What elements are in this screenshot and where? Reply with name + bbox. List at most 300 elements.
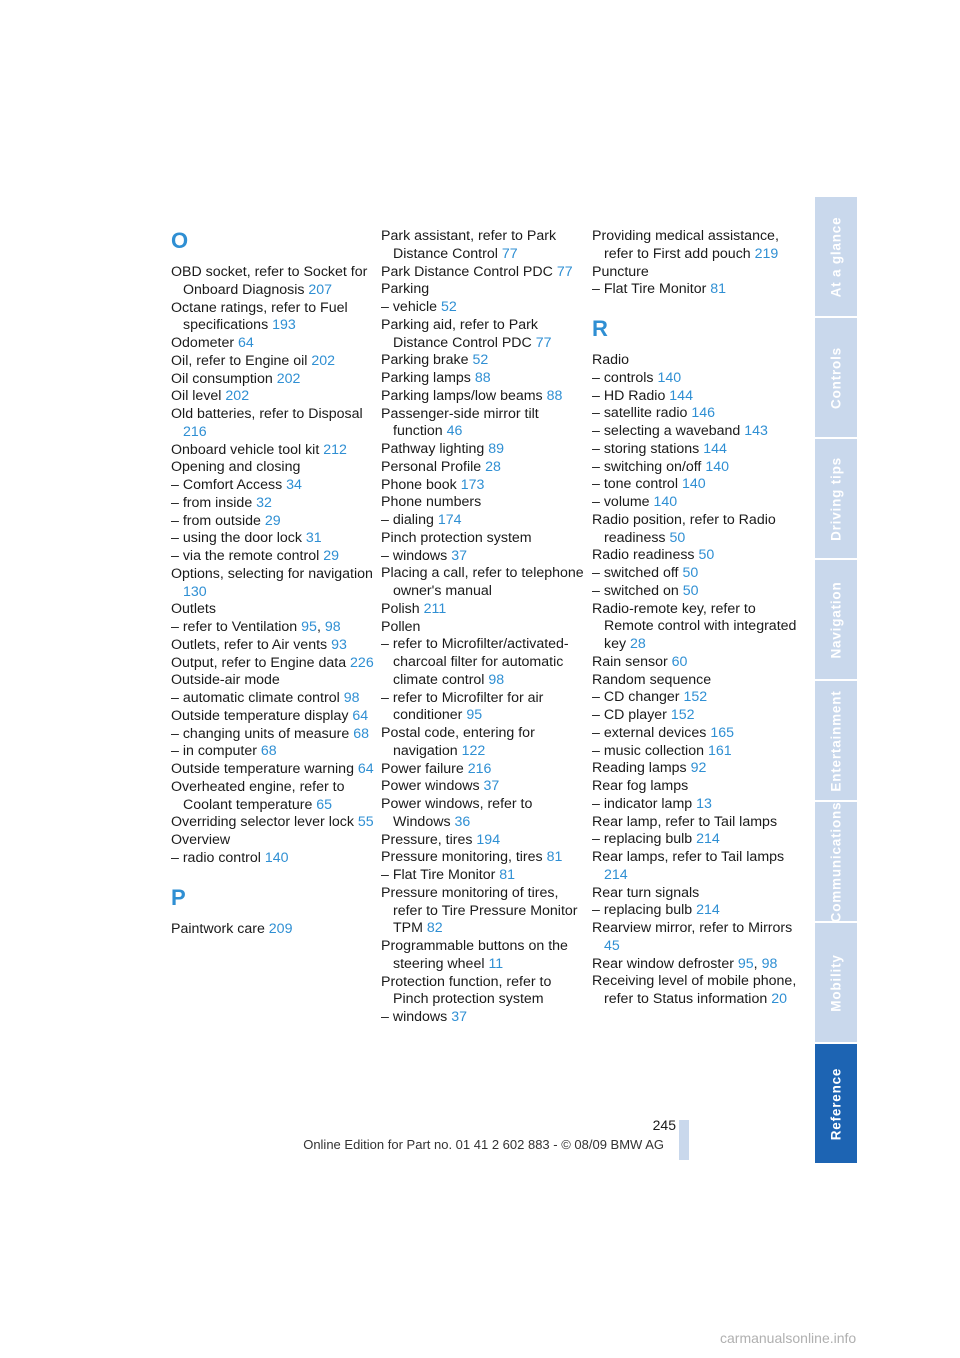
index-entry — [381, 974, 586, 1010]
page-reference-link[interactable]: 98 — [761, 955, 778, 972]
tab-navigation[interactable] — [815, 560, 857, 679]
page-reference-link[interactable]: 60 — [671, 653, 688, 670]
page-reference-link[interactable]: 46 — [446, 423, 463, 440]
index-entry-text: Puncture — [592, 263, 649, 280]
page-reference-link[interactable]: 226 — [350, 654, 374, 671]
tab-label: Mobility — [828, 953, 844, 1012]
tab-label: Driving tips — [828, 456, 844, 541]
index-letter-heading: P — [171, 884, 186, 910]
page-reference-link[interactable]: 219 — [754, 245, 779, 262]
index-entry — [381, 459, 586, 477]
page-reference-link[interactable]: 89 — [488, 441, 505, 457]
page-reference-link[interactable]: 140 — [264, 849, 289, 866]
index-entry-text: Pollen — [381, 618, 421, 635]
page-separator: , — [753, 955, 762, 972]
index-entry-text: Onboard vehicle tool kit — [171, 441, 320, 458]
index-entry — [592, 601, 797, 654]
index-entry-text: – in computer — [171, 743, 257, 760]
index-entry-text: Phone book — [381, 476, 457, 493]
page-reference-link[interactable]: 146 — [691, 405, 716, 422]
index-entry-text: – CD player — [592, 707, 667, 723]
index-entry — [592, 423, 797, 441]
tab-label: Entertainment — [828, 689, 844, 792]
index-entry-text: Pressure monitoring of tires, refer to Tire Pressure Monitor TPM — [381, 884, 578, 937]
page-reference-link[interactable]: 193 — [272, 317, 296, 334]
index-entry-text: Postal code, entering for navigation — [381, 725, 535, 759]
index-entry-text: – radio control — [171, 849, 261, 866]
page-reference-link[interactable]: 50 — [669, 529, 686, 546]
index-entry — [381, 867, 586, 885]
index-entry — [171, 779, 376, 815]
index-entry — [381, 849, 586, 867]
page-reference-link[interactable]: 29 — [323, 548, 339, 564]
index-entry-text: – storing stations — [592, 440, 700, 457]
index-entry-text: Rain sensor — [592, 653, 668, 670]
index-entry — [171, 832, 376, 850]
index-entry — [381, 441, 586, 459]
page-reference-link[interactable]: 122 — [461, 742, 486, 759]
page-reference-link[interactable]: 202 — [276, 370, 301, 387]
index-entry-text: Parking — [381, 281, 430, 298]
index-entry — [381, 778, 586, 796]
index-entry-text: – selecting a waveband — [592, 423, 741, 439]
index-entry — [381, 619, 586, 637]
page-reference-link[interactable]: 28 — [485, 458, 501, 475]
index-entry-text: Oil, refer to Engine oil — [171, 352, 308, 369]
page-reference-link[interactable]: 211 — [423, 600, 447, 617]
index-entry — [592, 796, 797, 814]
index-entry-text: – volume — [592, 494, 650, 510]
index-entry-text: – windows — [381, 547, 448, 564]
page-reference-link[interactable]: 50 — [682, 565, 699, 581]
index-entry-text: – refer to Ventilation — [171, 619, 298, 635]
index-column-3 — [592, 228, 797, 1009]
page-reference-link[interactable]: 140 — [653, 494, 678, 510]
index-entry — [592, 370, 797, 388]
index-entry — [171, 495, 376, 513]
page-reference-link[interactable]: 216 — [467, 760, 492, 777]
index-entry-text: Personal Profile — [381, 458, 482, 475]
index-entry — [171, 264, 376, 300]
page-reference-link[interactable]: 173 — [460, 476, 485, 493]
index-entry — [381, 530, 586, 548]
page-reference-link[interactable]: 140 — [705, 458, 729, 475]
index-entry — [592, 264, 797, 282]
index-entry-text: – refer to Microfilter/activated-charcoal filter for automatic climate control — [381, 636, 569, 688]
tab-driving-tips[interactable] — [815, 439, 857, 558]
index-entry-text: – HD Radio — [592, 387, 666, 404]
page-reference-link[interactable]: 37 — [451, 1009, 467, 1025]
index-entry-text: Pressure monitoring, tires — [381, 849, 543, 866]
index-entry-text: Placing a call, refer to telephone owner's manual — [381, 565, 584, 599]
index-entry-text: Polish — [381, 600, 420, 617]
index-entry — [592, 707, 797, 725]
index-entry — [381, 885, 586, 938]
page-reference-link[interactable]: 68 — [260, 743, 277, 760]
index-entry — [381, 601, 586, 619]
index-entry — [592, 902, 797, 920]
page-reference-link[interactable]: 64 — [357, 761, 374, 777]
page-reference-link[interactable]: 28 — [630, 636, 646, 652]
page-reference-link[interactable]: 45 — [604, 937, 620, 954]
index-entry-text: – switched off — [592, 565, 679, 581]
page-reference-link[interactable]: 212 — [323, 441, 347, 458]
page-reference-link[interactable]: 20 — [771, 991, 787, 1007]
tab-label: Controls — [828, 346, 844, 409]
index-entry-text: – controls — [592, 369, 654, 386]
index-entry — [381, 281, 586, 299]
index-entry — [171, 335, 376, 353]
index-entry — [592, 494, 797, 512]
index-entry-text: – refer to Microfilter for air conditioner — [381, 689, 544, 724]
index-entry-text: Outside temperature display — [171, 707, 349, 724]
page-reference-link[interactable]: 207 — [308, 281, 333, 298]
tab-communications[interactable] — [815, 802, 857, 921]
index-entry-text: Pathway lighting — [381, 441, 485, 457]
index-entry — [171, 850, 376, 868]
index-entry — [171, 690, 376, 708]
index-entry — [381, 317, 586, 353]
index-entry-text: Radio position, refer to Radio readiness — [592, 511, 776, 546]
index-entry — [592, 476, 797, 494]
page-reference-link[interactable]: 98 — [343, 690, 360, 706]
page-reference-link[interactable]: 209 — [268, 920, 293, 937]
page-reference-link[interactable]: 50 — [698, 547, 715, 564]
index-entry — [171, 726, 376, 744]
index-entry-text: Radio — [592, 352, 630, 368]
tab-label: Communications — [828, 801, 844, 922]
page-reference-link[interactable]: 88 — [474, 370, 491, 386]
page-reference-link[interactable]: 194 — [476, 831, 501, 848]
page-reference-link[interactable]: 29 — [264, 512, 281, 529]
index-entry-text: Overview — [171, 832, 231, 848]
index-entry — [381, 406, 586, 442]
index-entry-text: – indicator lamp — [592, 795, 693, 812]
page-reference-link[interactable]: 81 — [546, 849, 563, 866]
index-entry — [171, 619, 376, 637]
index-entry-text: Oil consumption — [171, 370, 273, 387]
index-entry-text: Passenger-side mirror tilt function — [381, 405, 539, 440]
index-entry-text: Rear lamps, refer to Tail lamps — [592, 849, 785, 865]
page-reference-link[interactable]: 88 — [546, 387, 563, 404]
index-entry-text: – CD changer — [592, 689, 680, 706]
index-entry — [592, 547, 797, 565]
index-entry — [381, 512, 586, 530]
index-entry — [381, 548, 586, 566]
index-entry-text: – Flat Tire Monitor — [592, 281, 707, 298]
page-reference-link[interactable]: 143 — [744, 423, 768, 439]
index-entry-text: – changing units of measure — [171, 725, 350, 742]
page-reference-link[interactable]: 152 — [670, 707, 695, 723]
index-entry-text: Rearview mirror, refer to Mirrors — [592, 920, 793, 936]
index-entry-text: – from outside — [171, 512, 261, 529]
index-entry-text: – Comfort Access — [171, 477, 283, 493]
index-entry-text: Park Distance Control PDC — [381, 263, 553, 280]
index-entry — [592, 565, 797, 583]
index-entry — [171, 442, 376, 460]
page-reference-link[interactable]: 174 — [437, 512, 462, 528]
index-entry-text: Parking lamps/low beams — [381, 387, 543, 404]
page-reference-link[interactable]: 98 — [324, 619, 341, 635]
page-reference-link[interactable]: 77 — [535, 334, 552, 351]
index-entry — [592, 760, 797, 778]
page-separator: , — [316, 619, 325, 635]
page-reference-link[interactable]: 37 — [451, 547, 467, 564]
tab-reference[interactable] — [815, 1044, 857, 1163]
page-reference-link[interactable]: 81 — [499, 867, 516, 883]
tab-label: Reference — [828, 1067, 844, 1140]
section-tabs — [815, 197, 857, 1165]
index-entry — [171, 672, 376, 690]
page-reference-link[interactable]: 161 — [707, 742, 732, 759]
page-reference-link[interactable]: 144 — [703, 440, 727, 457]
index-entry-text: Opening and closing — [171, 459, 301, 476]
page-reference-link[interactable]: 82 — [426, 920, 443, 937]
index-entry — [381, 1009, 586, 1027]
page-reference-link[interactable]: 11 — [488, 955, 504, 972]
page-reference-link[interactable]: 81 — [710, 281, 727, 298]
index-entry — [171, 371, 376, 389]
index-entry-text: Outside-air mode — [171, 672, 280, 689]
index-entry-text: – switched on — [592, 582, 679, 599]
index-entry-text: Pinch protection system — [381, 529, 532, 546]
index-entry — [171, 637, 376, 655]
page-reference-link[interactable]: 52 — [440, 299, 457, 315]
index-entry — [592, 885, 797, 903]
index-entry — [381, 228, 586, 264]
tab-at-a-glance[interactable] — [815, 197, 857, 316]
tab-mobility[interactable] — [815, 923, 857, 1042]
index-entry-text: Parking brake — [381, 352, 469, 369]
index-entry — [592, 441, 797, 459]
page-reference-link[interactable]: 92 — [690, 760, 707, 777]
index-entry — [381, 690, 586, 726]
index-entry — [171, 300, 376, 336]
page-reference-link[interactable]: 55 — [357, 814, 374, 831]
index-entry — [592, 725, 797, 743]
index-entry — [381, 352, 586, 370]
index-entry-text: Receiving level of mobile phone, refer to Status information — [592, 973, 797, 1007]
page-reference-link[interactable]: 140 — [657, 369, 682, 386]
page-reference-link[interactable]: 32 — [256, 494, 272, 511]
index-entry — [381, 477, 586, 495]
page-reference-link[interactable]: 50 — [682, 582, 699, 599]
page-reference-link[interactable]: 95 — [466, 707, 483, 724]
index-entry — [592, 778, 797, 796]
index-entry-text: Output, refer to Engine data — [171, 654, 347, 671]
index-entry — [592, 281, 797, 299]
page-reference-link[interactable]: 95 — [301, 619, 317, 635]
index-entry-text: Overheated engine, refer to Coolant temperature — [171, 778, 345, 813]
index-entry — [592, 920, 797, 956]
index-entry — [381, 761, 586, 779]
index-entry-text: – windows — [381, 1009, 448, 1025]
index-letter-heading: R — [592, 316, 608, 341]
page-reference-link[interactable]: 214 — [604, 866, 628, 883]
index-entry-text: Park assistant, refer to Park Distance Control — [381, 228, 557, 262]
index-entry-text: Options, selecting for navigation — [171, 565, 373, 582]
index-entry — [592, 405, 797, 423]
index-entry — [171, 459, 376, 477]
page-number: 245 — [652, 1117, 676, 1133]
page-reference-link[interactable]: 140 — [681, 476, 706, 493]
index-entry-text: Rear window defroster — [592, 955, 734, 972]
index-entry-text: Old batteries, refer to Disposal — [171, 406, 363, 422]
index-entry-text: Power failure — [381, 760, 464, 777]
page-reference-link[interactable]: 202 — [225, 388, 250, 405]
index-entry-text: Outlets — [171, 601, 216, 618]
index-entry — [592, 689, 797, 707]
index-entry-text: – satellite radio — [592, 405, 688, 422]
page-reference-link[interactable]: 36 — [454, 813, 471, 830]
index-entry — [381, 796, 586, 832]
index-entry — [592, 849, 797, 885]
index-entry-text: – replacing bulb — [592, 902, 693, 919]
index-entry — [592, 831, 797, 849]
index-entry-text: Radio readiness — [592, 547, 695, 564]
page-reference-link[interactable]: 64 — [352, 707, 369, 724]
watermark: carmanualsonline.info — [720, 1330, 857, 1346]
tab-label: Navigation — [828, 580, 844, 659]
index-entry — [592, 512, 797, 548]
index-entry-text: – music collection — [592, 742, 704, 759]
page-reference-link[interactable]: 37 — [483, 778, 500, 795]
page-reference-link[interactable]: 214 — [696, 831, 720, 848]
index-entry-text: Protection function, refer to Pinch protection system — [381, 973, 552, 1008]
index-entry — [592, 814, 797, 832]
index-entry — [592, 654, 797, 672]
page-reference-link[interactable]: 152 — [683, 689, 708, 706]
index-entry-text: Random sequence — [592, 671, 712, 688]
index-entry-text: – switching on/off — [592, 458, 702, 475]
index-entry — [592, 228, 797, 264]
page-reference-link[interactable]: 65 — [316, 796, 333, 813]
page-reference-link[interactable]: 68 — [353, 725, 369, 742]
page-reference-link[interactable]: 214 — [696, 902, 720, 919]
index-entry-text: Rear lamp, refer to Tail lamps — [592, 813, 778, 830]
index-letter-heading: O — [171, 228, 189, 253]
index-entry — [171, 388, 376, 406]
index-entry — [381, 264, 586, 282]
index-entry — [171, 921, 376, 939]
index-entry-text: Octane ratings, refer to Fuel specifications — [171, 299, 348, 334]
index-entry — [381, 388, 586, 406]
index-entry-text: Programmable buttons on the steering wheel — [381, 938, 568, 972]
page-reference-link[interactable]: 34 — [286, 477, 302, 493]
page-reference-link[interactable]: 93 — [331, 636, 347, 653]
page-reference-link[interactable]: 165 — [710, 724, 734, 741]
index-entry-text: – using the door lock — [171, 530, 302, 547]
index-entry-text: Oil level — [171, 388, 222, 405]
footer-text: Online Edition for Part no. 01 41 2 602 883 - © 08/09 BMW AG — [303, 1137, 664, 1152]
index-entry — [592, 973, 797, 1009]
index-entry-text: Providing medical assistance, refer to First add pouch — [592, 228, 779, 262]
index-entry-text: – via the remote control — [171, 548, 320, 564]
index-entry — [171, 566, 376, 602]
index-entry — [592, 388, 797, 406]
index-entry-text: – Flat Tire Monitor — [381, 867, 496, 883]
page-reference-link[interactable]: 77 — [556, 263, 573, 280]
page-reference-link[interactable]: 77 — [501, 245, 518, 262]
index-entry — [171, 530, 376, 548]
index-entry — [171, 513, 376, 531]
index-entry — [381, 565, 586, 601]
index-entry — [171, 814, 376, 832]
index-entry — [592, 672, 797, 690]
index-entry — [592, 743, 797, 761]
index-entry-text: Outside temperature warning — [171, 761, 354, 777]
index-entry — [171, 655, 376, 673]
index-entry — [592, 583, 797, 601]
index-entry — [592, 459, 797, 477]
index-entry — [171, 548, 376, 566]
index-entry-text: Outlets, refer to Air vents — [171, 636, 328, 653]
page-reference-link[interactable]: 216 — [183, 423, 207, 440]
index-entry-text: Parking aid, refer to Park Distance Control PDC — [381, 316, 538, 351]
index-entry-text: Parking lamps — [381, 370, 471, 386]
tab-label: At a glance — [828, 216, 844, 297]
index-entry — [592, 956, 797, 974]
index-entry-text: – dialing — [381, 512, 434, 528]
index-entry-text: Paintwork care — [171, 920, 265, 937]
index-entry — [171, 601, 376, 619]
index-entry-text: Reading lamps — [592, 760, 687, 777]
page-reference-link[interactable]: 95 — [737, 955, 754, 972]
index-entry — [381, 725, 586, 761]
footer-bar — [679, 1120, 689, 1160]
index-entry-text: Odometer — [171, 335, 235, 351]
index-entry-text: Power windows, refer to Windows — [381, 796, 533, 830]
index-entry-text: OBD socket, refer to Socket for Onboard Diagnosis — [171, 264, 368, 298]
page-reference-link[interactable]: 144 — [669, 387, 693, 404]
page-reference-link[interactable]: 52 — [472, 352, 489, 369]
index-entry-text: – vehicle — [381, 299, 437, 315]
index-entry — [171, 406, 376, 442]
index-entry-text: – tone control — [592, 476, 678, 493]
page-reference-link[interactable]: 202 — [311, 352, 336, 369]
index-entry-text: Overriding selector lever lock — [171, 814, 354, 831]
index-entry-text: – automatic climate control — [171, 690, 340, 706]
index-entry — [381, 370, 586, 388]
index-entry-text: Radio-remote key, refer to Remote control with integrated key — [592, 600, 797, 652]
index-entry — [381, 494, 586, 512]
page-reference-link[interactable]: 64 — [238, 335, 254, 351]
index-column-1 — [171, 228, 376, 938]
page-reference-link[interactable]: 130 — [183, 583, 207, 600]
index-entry-text: Phone numbers — [381, 494, 482, 511]
index-entry — [171, 477, 376, 495]
index-entry-text: Power windows — [381, 778, 480, 795]
index-entry-text: Pressure, tires — [381, 831, 473, 848]
page-reference-link[interactable]: 13 — [696, 795, 712, 812]
index-entry-text: Rear turn signals — [592, 884, 700, 901]
index-entry — [381, 636, 586, 689]
index-column-2 — [381, 228, 586, 1027]
index-entry-text: – from inside — [171, 494, 253, 511]
index-entry — [171, 708, 376, 726]
page-reference-link[interactable]: 31 — [305, 530, 322, 547]
tab-entertainment[interactable] — [815, 681, 857, 800]
tab-controls[interactable] — [815, 318, 857, 437]
index-entry — [381, 938, 586, 974]
index-entry-text: – external devices — [592, 724, 707, 741]
page-reference-link[interactable]: 98 — [488, 671, 505, 688]
index-entry — [171, 353, 376, 371]
index-entry — [381, 299, 586, 317]
index-entry — [381, 832, 586, 850]
index-entry — [171, 743, 376, 761]
index-entry — [592, 352, 797, 370]
